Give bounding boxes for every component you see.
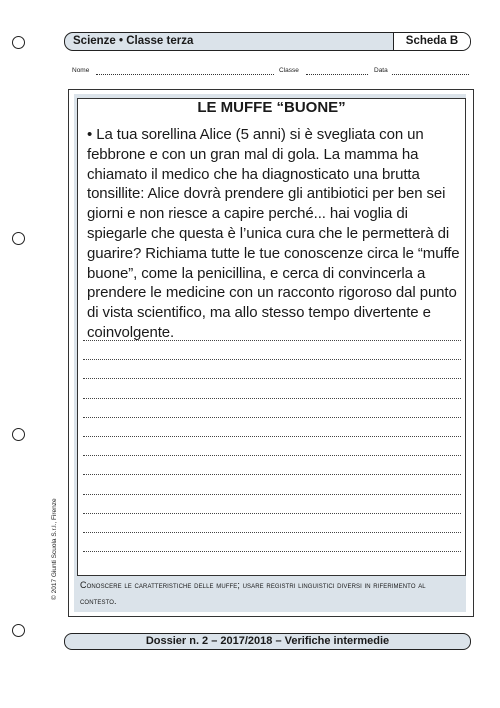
binder-hole bbox=[12, 624, 25, 637]
data-field[interactable] bbox=[392, 74, 469, 75]
classe-label: Classe bbox=[279, 67, 299, 74]
learning-objectives: Conoscere le caratteristiche delle muffe; usare registri linguistici diversi in riferimento al contesto. bbox=[80, 580, 426, 606]
answer-line[interactable] bbox=[83, 378, 461, 379]
answer-line[interactable] bbox=[83, 359, 461, 360]
subject-title: Scienze • Classe terza bbox=[73, 35, 194, 47]
classe-field[interactable] bbox=[306, 74, 368, 75]
answer-line[interactable] bbox=[83, 417, 461, 418]
header-band bbox=[64, 32, 471, 51]
exercise-title: LE MUFFE “BUONE” bbox=[197, 99, 346, 116]
binder-hole bbox=[12, 232, 25, 245]
exercise-content bbox=[77, 98, 466, 576]
answer-lines[interactable] bbox=[83, 340, 461, 570]
answer-line[interactable] bbox=[83, 455, 461, 456]
answer-line[interactable] bbox=[83, 340, 461, 341]
footer-band: Dossier n. 2 – 2017/2018 – Verifiche intermedie bbox=[64, 633, 471, 650]
nome-label: Nome bbox=[72, 67, 90, 74]
answer-line[interactable] bbox=[83, 532, 461, 533]
answer-line[interactable] bbox=[83, 513, 461, 514]
scheda-label: Scheda B bbox=[393, 33, 470, 50]
answer-line[interactable] bbox=[83, 551, 461, 552]
answer-line[interactable] bbox=[83, 436, 461, 437]
binder-hole bbox=[12, 428, 25, 441]
answer-line[interactable] bbox=[83, 398, 461, 399]
binder-hole bbox=[12, 36, 25, 49]
exercise-prompt: • La tua sorellina Alice (5 anni) si è svegliata con un febbrone e con un gran mal di gola. La mamma ha chiamato il medico che ha diagnosticato una brutta tonsillite: Alice dovrà prendere gli antibiotici per ben sei giorni e non riesce a capire perché... hai voglia di spiegarle che questa è l’unica cura che le permetterà di guarire? Richiama tutte le tue conoscenze circa le “muffe buone”, come la penicillina, e cerca di convincerla a prendere le medicine con un racconto rigoroso dal punto di vista scientifico, ma allo stesso tempo divertente e coinvolgente. bbox=[87, 126, 460, 341]
copyright-notice: © 2017 Giunti Scuola S.r.l., Firenze bbox=[51, 498, 58, 600]
answer-line[interactable] bbox=[83, 474, 461, 475]
nome-field[interactable] bbox=[96, 74, 274, 75]
answer-line[interactable] bbox=[83, 494, 461, 495]
data-label: Data bbox=[374, 67, 388, 74]
student-info-row bbox=[72, 67, 472, 79]
